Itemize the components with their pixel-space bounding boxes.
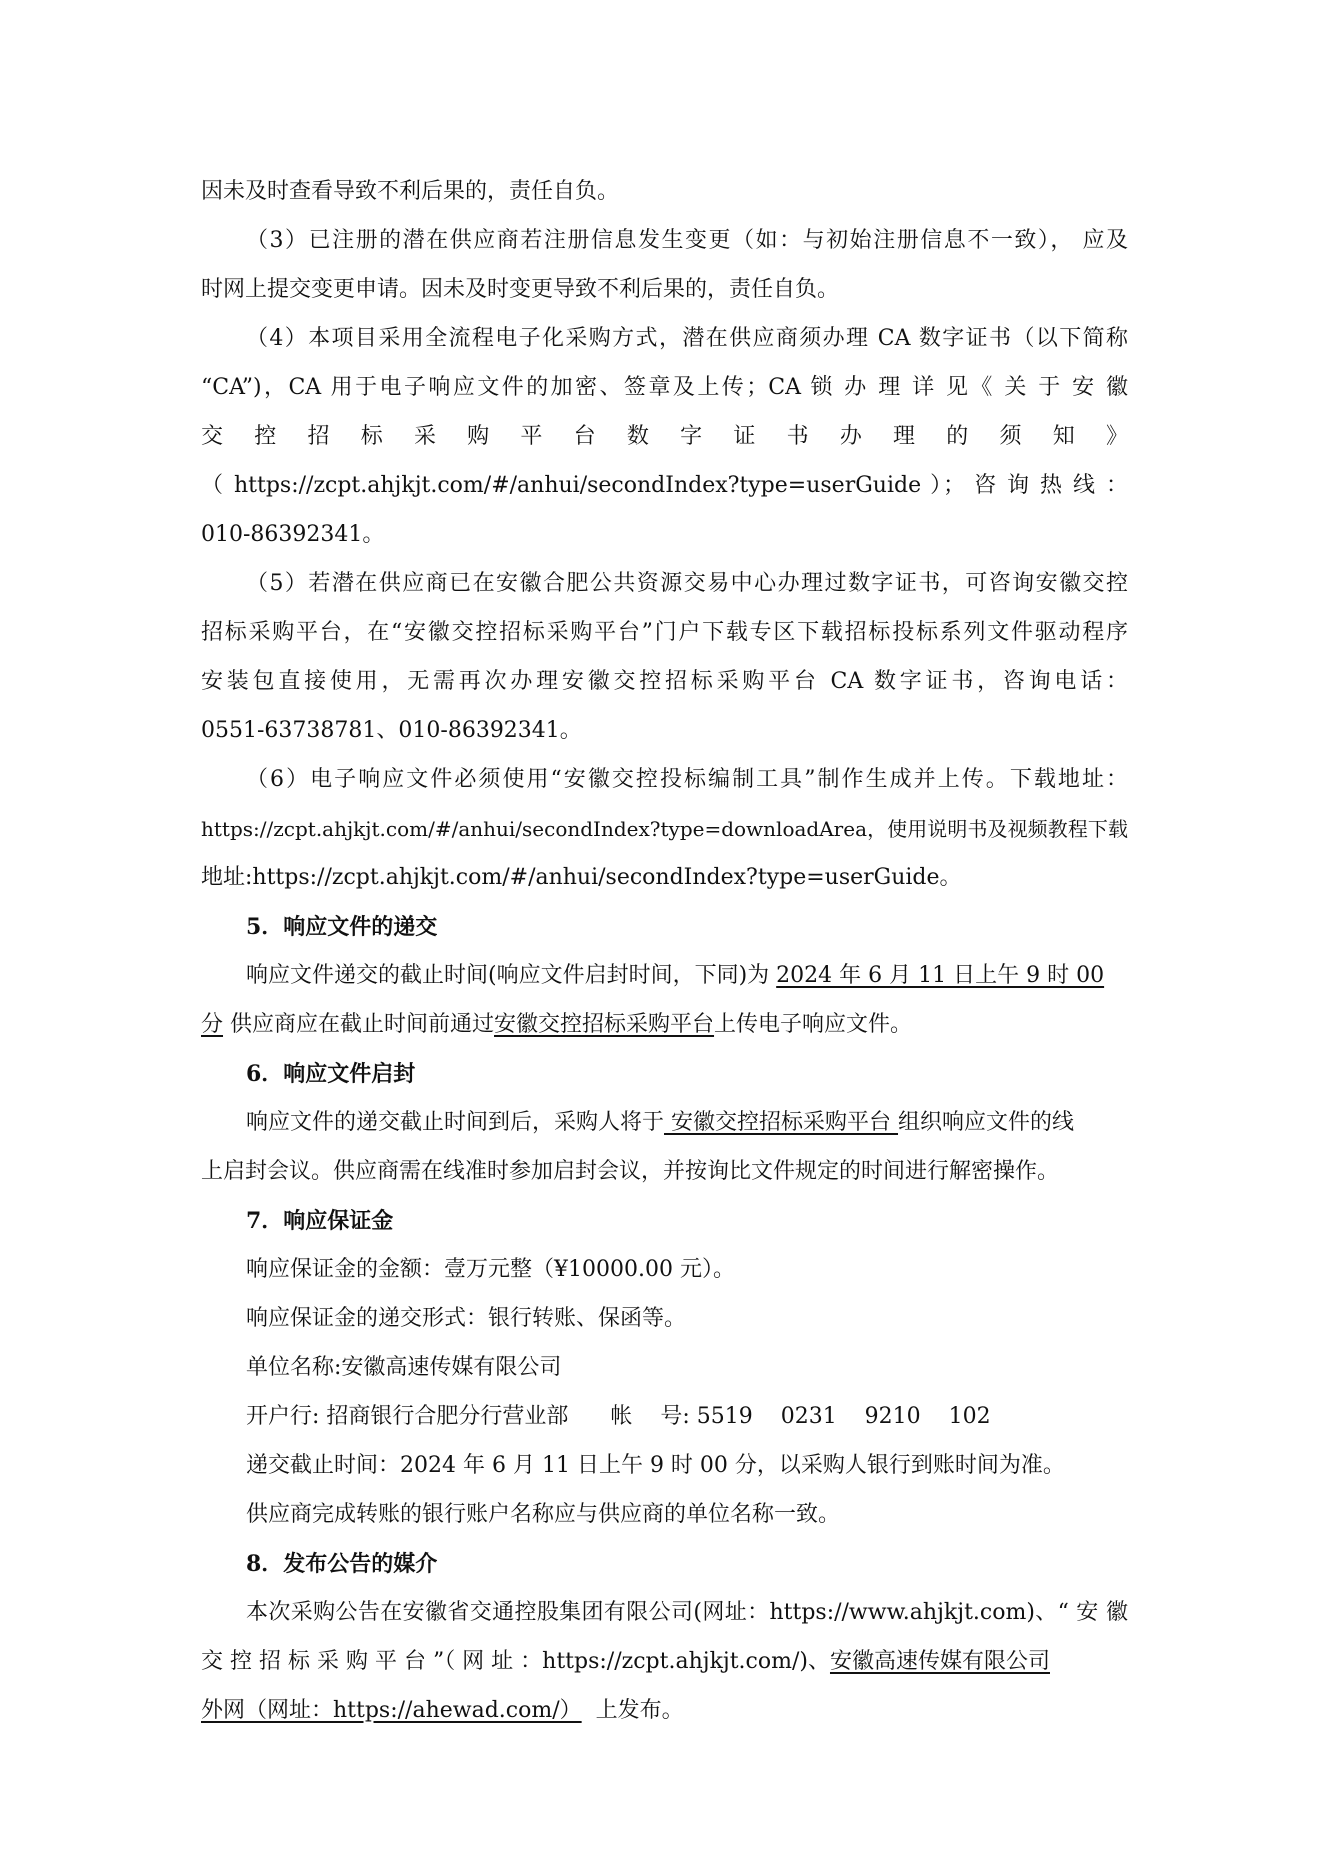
- text-segment: 响应文件的递交截止时间到后，采购人将于: [246, 1110, 665, 1135]
- paragraph-line: 单位名称:安徽高速传媒有限公司: [246, 1355, 562, 1380]
- paragraph-line: （6）电子响应文件必须使用“安徽交控投标编制工具”制作生成并上传。下载地址：: [246, 767, 1128, 792]
- section-heading: 7．响应保证金: [246, 1208, 394, 1234]
- paragraph-line: （4）本项目采用全流程电子化采购方式，潜在供应商须办理 CA 数字证书（以下简称: [246, 326, 1128, 351]
- section-heading: 8．发布公告的媒介: [246, 1551, 438, 1577]
- paragraph-line: 010-86392341。: [201, 522, 385, 547]
- text-segment: 响应文件递交的截止时间(响应文件启封时间，下同)为: [246, 963, 777, 988]
- website-underlined: 外网（网址：https://ahewad.com/）: [201, 1698, 582, 1723]
- paragraph-line: 响应保证金的金额：壹万元整（¥10000.00 元）。: [246, 1257, 735, 1282]
- paragraph-line: [246, 959, 1128, 993]
- text-segment: 组织响应文件的线: [898, 1110, 1075, 1135]
- paragraph-line: 本次采购公告在安徽省交通控股集团有限公司(网址：https://www.ahjkjt.com)、“ 安 徽: [246, 1600, 1128, 1625]
- paragraph-line: [201, 1645, 1128, 1679]
- paragraph-line: 因未及时查看导致不利后果的，责任自负。: [201, 179, 620, 204]
- paragraph-line: 招标采购平台，在“安徽交控招标采购平台”门户下载专区下载招标投标系列文件驱动程序: [201, 620, 1128, 645]
- paragraph-line: [246, 1106, 1128, 1140]
- paragraph-line: “CA”)，CA 用于电子响应文件的加密、签章及上传；CA 锁 办 理 详 见《 关 于 安 徽: [201, 375, 1128, 400]
- paragraph-line: 时网上提交变更申请。因未及时变更导致不利后果的，责任自负。: [201, 277, 840, 302]
- text-segment: 交 控 招 标 采 购 平 台 ”（ 网 址 ：https://zcpt.ahjkjt.com/)、: [201, 1649, 830, 1674]
- paragraph-line: 上启封会议。供应商需在线准时参加启封会议，并按询比文件规定的时间进行解密操作。: [201, 1159, 1060, 1184]
- platform-underlined: 安徽交控招标采购平台: [664, 1110, 899, 1135]
- paragraph-line: [201, 1008, 1128, 1042]
- text-segment: 上传电子响应文件。: [714, 1012, 913, 1037]
- platform-underlined: 安徽交控招标采购平台: [494, 1012, 715, 1037]
- paragraph-line: （3）已注册的潜在供应商若注册信息发生变更（如：与初始注册信息不一致）， 应及: [246, 228, 1128, 253]
- paragraph-line: 0551-63738781、010-86392341。: [201, 718, 582, 743]
- text-segment: 上发布。: [581, 1698, 684, 1723]
- paragraph-line: https://zcpt.ahjkjt.com/#/anhui/secondIndex?type=downloadArea，使用说明书及视频教程下载: [201, 817, 1128, 841]
- company-underlined: 安徽高速传媒有限公司: [829, 1649, 1050, 1674]
- section-heading: 5．响应文件的递交: [246, 914, 438, 940]
- deadline-underlined: 分: [201, 1012, 224, 1037]
- section-heading: 6．响应文件启封: [246, 1061, 416, 1087]
- paragraph-line: 地址:https://zcpt.ahjkjt.com/#/anhui/secondIndex?type=userGuide。: [201, 865, 962, 890]
- paragraph-line: 响应保证金的递交形式：银行转账、保函等。: [246, 1306, 687, 1331]
- paragraph-line: （ https://zcpt.ahjkjt.com/#/anhui/secondIndex?type=userGuide ）； 咨 询 热 线 ：: [201, 473, 1128, 498]
- paragraph-line: 递交截止时间：2024 年 6 月 11 日上午 9 时 00 分，以采购人银行到账时间为准。: [246, 1453, 1065, 1478]
- text-segment: 供应商应在截止时间前通过: [223, 1012, 495, 1037]
- paragraph-line: 安装包直接使用，无需再次办理安徽交控招标采购平台 CA 数字证书，咨询电话：: [201, 669, 1128, 694]
- paragraph-line: [201, 1694, 1128, 1728]
- paragraph-line: 供应商完成转账的银行账户名称应与供应商的单位名称一致。: [246, 1502, 841, 1527]
- paragraph-line: 开户行: 招商银行合肥分行营业部 帐 号: 5519 0231 9210 102: [246, 1404, 991, 1429]
- paragraph-line: （5）若潜在供应商已在安徽合肥公共资源交易中心办理过数字证书，可咨询安徽交控: [246, 571, 1128, 596]
- paragraph-line: 交 控 招 标 采 购 平 台 数 字 证 书 办 理 的 须 知 》: [201, 424, 1128, 449]
- deadline-underlined: 2024 年 6 月 11 日上午 9 时 00: [776, 963, 1105, 988]
